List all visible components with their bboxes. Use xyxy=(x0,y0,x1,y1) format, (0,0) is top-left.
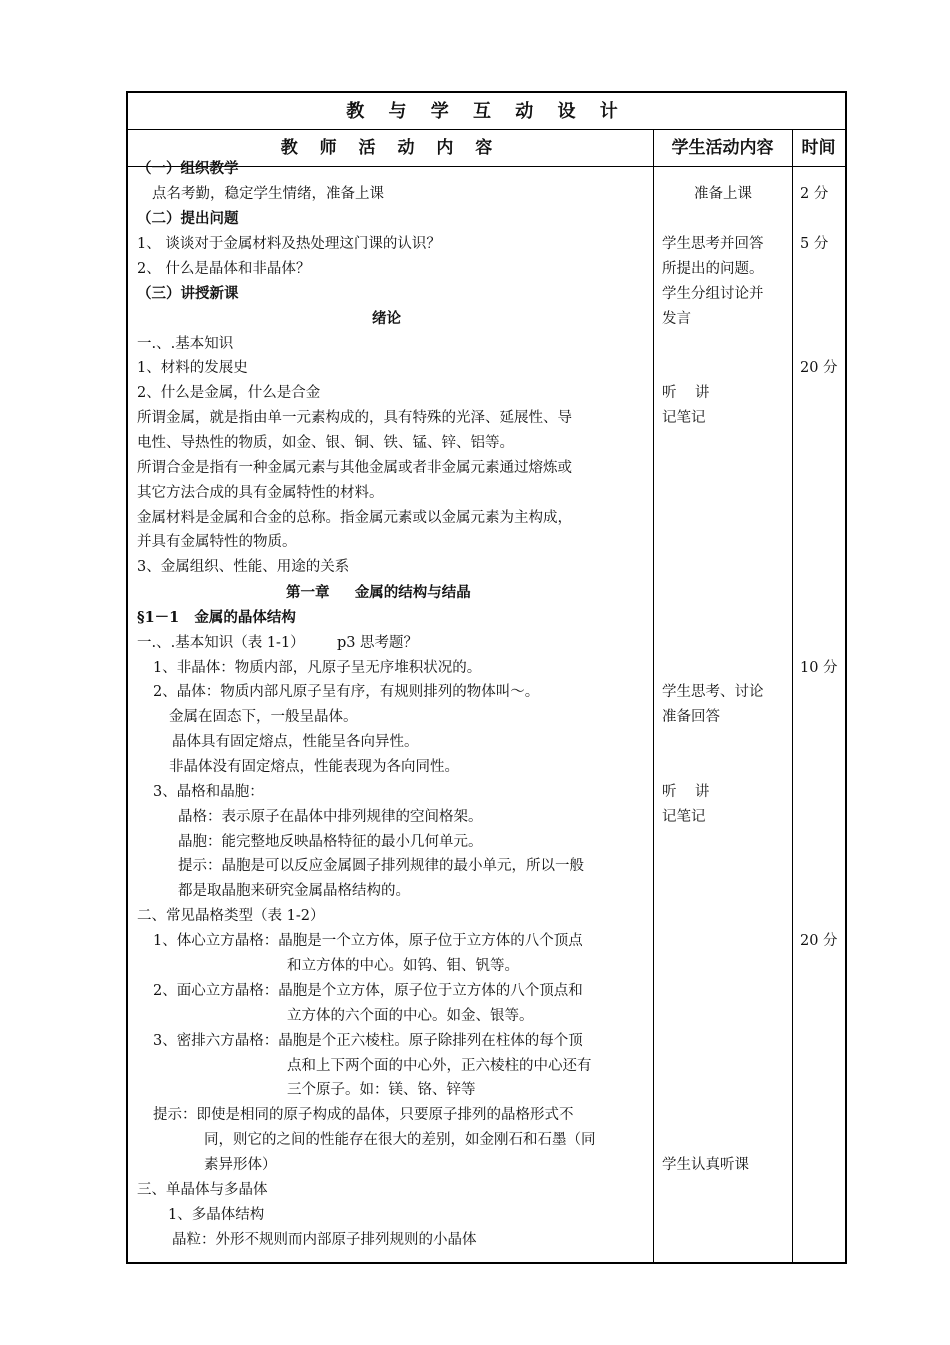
teacher-text-line: 都是取晶胞来研究金属晶格结构的。 xyxy=(178,883,410,899)
teacher-text-line: 同，则它的之间的性能存在很大的差别，如金刚石和石墨（同 xyxy=(204,1132,596,1148)
table-title: 教 与 学 互 动 设 计 xyxy=(128,93,845,130)
teacher-text-line: 点名考勤，稳定学生情绪，准备上课 xyxy=(152,186,384,202)
student-text-line: 学生分组讨论并 xyxy=(662,286,764,302)
teacher-text-line: 二、常见晶格类型（表 1-2） xyxy=(137,908,325,924)
teacher-text-line: 绪论 xyxy=(372,310,401,327)
teacher-text-line: 2、面心立方晶格：晶胞是个立方体，原子位于立方体的八个顶点和 xyxy=(153,983,583,999)
student-text-line: 学生认真听课 xyxy=(662,1157,749,1173)
time-text: 20 分 xyxy=(800,360,838,376)
teacher-text-line: 晶粒：外形不规则而内部原子排列规则的小晶体 xyxy=(172,1232,477,1248)
teacher-text-line: 其它方法合成的具有金属特性的材料。 xyxy=(137,485,384,501)
teacher-text-line: 金属在固态下，一般呈晶体。 xyxy=(169,709,358,725)
teacher-text-line: 所谓合金是指有一种金属元素与其他金属或者非金属元素通过熔炼或 xyxy=(137,460,572,476)
teacher-text-line: 3、晶格和晶胞： xyxy=(153,784,264,800)
student-text-line: 准备回答 xyxy=(662,709,720,725)
teacher-text-line: 所谓金属，就是指由单一元素构成的，具有特殊的光泽、延展性、导 xyxy=(137,410,572,426)
teacher-text-line: 电性、导热性的物质，如金、银、铜、铁、锰、锌、铝等。 xyxy=(137,435,514,451)
teacher-text-line: 1、非晶体：物质内部，凡原子呈无序堆积状况的。 xyxy=(153,660,482,676)
teacher-text-line: 一.、.基本知识（表 1-1） p3 思考题？ xyxy=(137,635,419,651)
teacher-text-line: 晶胞：能完整地反映晶格特征的最小几何单元。 xyxy=(178,834,483,850)
teacher-text-line: 晶格：表示原子在晶体中排列规律的空间格架。 xyxy=(178,809,483,825)
teacher-text-line: （一）组织教学 xyxy=(137,160,239,177)
time-text: 2 分 xyxy=(800,186,829,202)
student-text-line: 听 讲 xyxy=(662,385,710,401)
student-column-header: 学生活动内容 xyxy=(653,130,792,167)
column-divider xyxy=(792,130,793,1262)
time-text: 10 分 xyxy=(800,660,838,676)
teacher-text-line: 立方体的六个面的中心。如金、银等。 xyxy=(287,1008,534,1024)
student-text-line: 所提出的问题。 xyxy=(662,261,764,277)
time-text: 20 分 xyxy=(800,933,838,949)
teacher-text-line: 三个原子。如：镁、铬、锌等 xyxy=(287,1082,476,1098)
teacher-text-line: 2、什么是金属，什么是合金 xyxy=(137,385,321,401)
teacher-text-line: 金属材料是金属和合金的总称。指金属元素或以金属元素为主构成， xyxy=(137,510,572,526)
teacher-text-line: 提示：即使是相同的原子构成的晶体，只要原子排列的晶格形式不 xyxy=(153,1107,574,1123)
student-text-line: 学生思考并回答 xyxy=(662,236,764,252)
column-divider xyxy=(653,130,654,1262)
teacher-text-line: 1、体心立方晶格：晶胞是一个立方体，原子位于立方体的八个顶点 xyxy=(153,933,583,949)
teacher-text-line: §1－1 金属的晶体结构 xyxy=(137,609,296,626)
time-column-header: 时间 xyxy=(792,130,845,167)
teacher-text-line: 三、单晶体与多晶体 xyxy=(137,1182,268,1198)
teacher-text-line: 3、金属组织、性能、用途的关系 xyxy=(137,559,350,575)
teacher-text-line: 2、晶体：物质内部凡原子呈有序，有规则排列的物体叫～。 xyxy=(153,684,540,700)
teacher-text-line: 非晶体没有固定熔点，性能表现为各向同性。 xyxy=(169,759,459,775)
student-text-line: 记笔记 xyxy=(662,410,706,426)
teacher-text-line: （三）讲授新课 xyxy=(137,285,239,302)
teacher-text-line: 3、密排六方晶格：晶胞是个正六棱柱。原子除排列在柱体的每个顶 xyxy=(153,1033,583,1049)
student-text-line: 准备上课 xyxy=(694,186,752,202)
student-text-line: 记笔记 xyxy=(662,809,706,825)
teacher-text-line: 晶体具有固定熔点，性能呈各向异性。 xyxy=(172,734,419,750)
teacher-text-line: （二）提出问题 xyxy=(137,210,239,227)
teacher-column-header: 教 师 活 动 内 容 xyxy=(128,130,653,167)
teacher-text-line: 1、多晶体结构 xyxy=(168,1207,265,1223)
teacher-text-line: 1、 谈谈对于金属材料及热处理这门课的认识？ xyxy=(137,236,441,252)
teacher-text-line: 1、材料的发展史 xyxy=(137,360,248,376)
teacher-text-line: 2、 什么是晶体和非晶体？ xyxy=(137,261,311,277)
teacher-text-line: 和立方体的中心。如钨、钼、钒等。 xyxy=(287,958,519,974)
student-text-line: 发言 xyxy=(662,311,691,327)
teacher-text-line: 提示：晶胞是可以反应金属圆子排列规律的最小单元，所以一般 xyxy=(178,858,584,874)
student-text-line: 学生思考、讨论 xyxy=(662,684,764,700)
teacher-text-line: 第一章 金属的结构与结晶 xyxy=(286,584,471,601)
student-text-line: 听 讲 xyxy=(662,784,710,800)
teacher-text-line: 一.、.基本知识 xyxy=(137,336,234,352)
time-text: 5 分 xyxy=(800,236,829,252)
teacher-text-line: 点和上下两个面的中心外，正六棱柱的中心还有 xyxy=(287,1058,592,1074)
teacher-text-line: 素异形体） xyxy=(204,1157,277,1173)
teacher-text-line: 并具有金属特性的物质。 xyxy=(137,534,297,550)
